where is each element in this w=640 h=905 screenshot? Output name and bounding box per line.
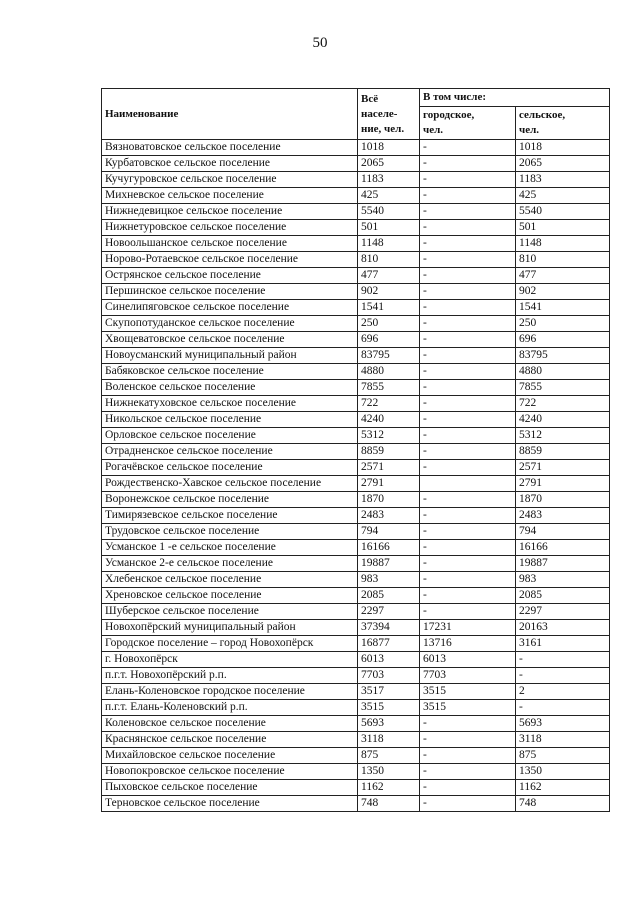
- cell-name: Пыховское сельское поселение: [102, 780, 358, 796]
- cell-urban: 6013: [420, 652, 516, 668]
- cell-name: Курбатовское сельское поселение: [102, 156, 358, 172]
- cell-total: 748: [358, 796, 420, 812]
- cell-rural: 3161: [516, 636, 610, 652]
- cell-urban: -: [420, 508, 516, 524]
- cell-urban: 13716: [420, 636, 516, 652]
- cell-urban: -: [420, 316, 516, 332]
- table-row: [102, 332, 610, 348]
- table-row: [102, 604, 610, 620]
- cell-rural: 7855: [516, 380, 610, 396]
- cell-total: 3517: [358, 684, 420, 700]
- cell-total: 3515: [358, 700, 420, 716]
- table-row: [102, 172, 610, 188]
- header-total-line2: населе-: [361, 107, 398, 120]
- table-row: [102, 316, 610, 332]
- cell-rural: 2: [516, 684, 610, 700]
- table-row: [102, 364, 610, 380]
- cell-name: Першинское сельское поселение: [102, 284, 358, 300]
- cell-urban: -: [420, 268, 516, 284]
- table-row: [102, 460, 610, 476]
- cell-urban: -: [420, 444, 516, 460]
- cell-name: п.г.т. Новохопёрский р.п.: [102, 668, 358, 684]
- table-header: [102, 89, 610, 140]
- cell-total: 1162: [358, 780, 420, 796]
- table-row: [102, 588, 610, 604]
- cell-rural: 4240: [516, 412, 610, 428]
- table-row: [102, 396, 610, 412]
- cell-name: Новопокровское сельское поселение: [102, 764, 358, 780]
- table-row: [102, 524, 610, 540]
- cell-rural: 3118: [516, 732, 610, 748]
- table-row: [102, 764, 610, 780]
- table-row: [102, 700, 610, 716]
- cell-urban: -: [420, 796, 516, 812]
- cell-name: Хреновское сельское поселение: [102, 588, 358, 604]
- cell-rural: 5693: [516, 716, 610, 732]
- page-number: 50: [312, 35, 328, 51]
- table-row: [102, 732, 610, 748]
- header-total-line1: Всё: [361, 92, 379, 105]
- cell-rural: 1162: [516, 780, 610, 796]
- cell-rural: 501: [516, 220, 610, 236]
- cell-urban: -: [420, 732, 516, 748]
- cell-urban: -: [420, 556, 516, 572]
- table-row: [102, 252, 610, 268]
- cell-urban: -: [420, 188, 516, 204]
- cell-name: Нижнекатуховское сельское поселение: [102, 396, 358, 412]
- cell-rural: 1350: [516, 764, 610, 780]
- cell-name: Шуберское сельское поселение: [102, 604, 358, 620]
- cell-urban: -: [420, 236, 516, 252]
- cell-name: Острянское сельское поселение: [102, 268, 358, 284]
- cell-name: Михневское сельское поселение: [102, 188, 358, 204]
- cell-total: 250: [358, 316, 420, 332]
- table-row: [102, 444, 610, 460]
- cell-name: Нижнедевицкое сельское поселение: [102, 204, 358, 220]
- table-row: [102, 668, 610, 684]
- cell-name: Усманское 2-е сельское поселение: [102, 556, 358, 572]
- table-row: [102, 716, 610, 732]
- cell-rural: 16166: [516, 540, 610, 556]
- table-row: [102, 684, 610, 700]
- cell-urban: -: [420, 780, 516, 796]
- cell-total: 983: [358, 572, 420, 588]
- cell-urban: -: [420, 748, 516, 764]
- table-row: [102, 236, 610, 252]
- table-row: [102, 140, 610, 156]
- header-rural-line1: сельское,: [519, 109, 566, 121]
- table-row: [102, 380, 610, 396]
- cell-name: Орловское сельское поселение: [102, 428, 358, 444]
- header-rural-line2: чел.: [519, 124, 540, 136]
- cell-urban: -: [420, 284, 516, 300]
- table-row: [102, 780, 610, 796]
- cell-name: Коленовское сельское поселение: [102, 716, 358, 732]
- cell-name: г. Новохопёрск: [102, 652, 358, 668]
- cell-urban: 7703: [420, 668, 516, 684]
- cell-name: п.г.т. Елань-Коленовский р.п.: [102, 700, 358, 716]
- cell-total: 696: [358, 332, 420, 348]
- cell-urban: -: [420, 364, 516, 380]
- cell-total: 4880: [358, 364, 420, 380]
- table-row: [102, 412, 610, 428]
- cell-name: Рогачёвское сельское поселение: [102, 460, 358, 476]
- cell-total: 3118: [358, 732, 420, 748]
- cell-rural: 2297: [516, 604, 610, 620]
- cell-name: Норово-Ротаевское сельское поселение: [102, 252, 358, 268]
- header-total: [358, 89, 420, 140]
- table-row: [102, 268, 610, 284]
- cell-name: Новоольшанское сельское поселение: [102, 236, 358, 252]
- cell-rural: 83795: [516, 348, 610, 364]
- cell-rural: 2065: [516, 156, 610, 172]
- header-rural: [516, 107, 610, 140]
- cell-urban: -: [420, 204, 516, 220]
- cell-total: 1183: [358, 172, 420, 188]
- cell-total: 1541: [358, 300, 420, 316]
- table-row: [102, 220, 610, 236]
- cell-urban: -: [420, 412, 516, 428]
- cell-urban: -: [420, 588, 516, 604]
- table-row: [102, 796, 610, 812]
- cell-total: 501: [358, 220, 420, 236]
- table-row: [102, 204, 610, 220]
- cell-rural: 875: [516, 748, 610, 764]
- cell-urban: -: [420, 396, 516, 412]
- cell-total: 810: [358, 252, 420, 268]
- cell-total: 19887: [358, 556, 420, 572]
- header-urban-line1: городское,: [423, 109, 475, 121]
- cell-total: 7703: [358, 668, 420, 684]
- table-row: [102, 620, 610, 636]
- cell-name: Бабяковское сельское поселение: [102, 364, 358, 380]
- cell-urban: -: [420, 492, 516, 508]
- cell-rural: 983: [516, 572, 610, 588]
- cell-total: 16166: [358, 540, 420, 556]
- cell-total: 2085: [358, 588, 420, 604]
- table-row: [102, 348, 610, 364]
- header-urban: [420, 107, 516, 140]
- header-urban-line2: чел.: [423, 124, 444, 136]
- cell-rural: 19887: [516, 556, 610, 572]
- cell-rural: 2085: [516, 588, 610, 604]
- cell-urban: -: [420, 156, 516, 172]
- cell-urban: -: [420, 252, 516, 268]
- cell-total: 2297: [358, 604, 420, 620]
- cell-rural: 5312: [516, 428, 610, 444]
- table-row: [102, 652, 610, 668]
- cell-rural: -: [516, 668, 610, 684]
- cell-rural: 5540: [516, 204, 610, 220]
- table-row: [102, 476, 610, 492]
- cell-name: Новоусманский муниципальный район: [102, 348, 358, 364]
- cell-urban: 17231: [420, 620, 516, 636]
- cell-urban: -: [420, 540, 516, 556]
- cell-total: 425: [358, 188, 420, 204]
- cell-rural: 1541: [516, 300, 610, 316]
- cell-name: Воронежское сельское поселение: [102, 492, 358, 508]
- cell-urban: -: [420, 604, 516, 620]
- table-row: [102, 572, 610, 588]
- cell-name: Тимирязевское сельское поселение: [102, 508, 358, 524]
- cell-urban: -: [420, 572, 516, 588]
- cell-total: 2065: [358, 156, 420, 172]
- table-row: [102, 156, 610, 172]
- table-row: [102, 428, 610, 444]
- cell-rural: 2571: [516, 460, 610, 476]
- cell-total: 722: [358, 396, 420, 412]
- cell-rural: 902: [516, 284, 610, 300]
- cell-rural: 8859: [516, 444, 610, 460]
- cell-rural: 722: [516, 396, 610, 412]
- table-row: [102, 284, 610, 300]
- cell-urban: -: [420, 140, 516, 156]
- cell-name: Терновское сельское поселение: [102, 796, 358, 812]
- cell-total: 5693: [358, 716, 420, 732]
- cell-rural: 696: [516, 332, 610, 348]
- table-row: [102, 556, 610, 572]
- cell-name: Трудовское сельское поселение: [102, 524, 358, 540]
- cell-name: Рождественско-Хавское сельское поселение: [102, 476, 358, 492]
- table-row: [102, 508, 610, 524]
- cell-total: 875: [358, 748, 420, 764]
- cell-rural: 810: [516, 252, 610, 268]
- cell-name: Нижнетуровское сельское поселение: [102, 220, 358, 236]
- cell-urban: -: [420, 300, 516, 316]
- cell-urban: [420, 476, 516, 492]
- cell-name: Кучугуровское сельское поселение: [102, 172, 358, 188]
- table-row: [102, 636, 610, 652]
- cell-total: 902: [358, 284, 420, 300]
- cell-name: Воленское сельское поселение: [102, 380, 358, 396]
- cell-name: Хлебенское сельское поселение: [102, 572, 358, 588]
- cell-total: 6013: [358, 652, 420, 668]
- cell-rural: 1018: [516, 140, 610, 156]
- cell-total: 5312: [358, 428, 420, 444]
- cell-rural: 4880: [516, 364, 610, 380]
- cell-name: Никольское сельское поселение: [102, 412, 358, 428]
- cell-urban: -: [420, 172, 516, 188]
- table-row: [102, 748, 610, 764]
- cell-name: Новохопёрский муниципальный район: [102, 620, 358, 636]
- table-row: [102, 492, 610, 508]
- cell-total: 1350: [358, 764, 420, 780]
- cell-rural: 1148: [516, 236, 610, 252]
- table-body: [102, 140, 610, 812]
- population-table: [101, 88, 610, 812]
- cell-rural: 1870: [516, 492, 610, 508]
- cell-total: 83795: [358, 348, 420, 364]
- cell-urban: -: [420, 380, 516, 396]
- cell-total: 1018: [358, 140, 420, 156]
- cell-rural: -: [516, 652, 610, 668]
- cell-rural: 250: [516, 316, 610, 332]
- cell-urban: -: [420, 716, 516, 732]
- cell-rural: -: [516, 700, 610, 716]
- header-including: В том числе:: [420, 89, 610, 107]
- cell-urban: -: [420, 428, 516, 444]
- table-row: [102, 300, 610, 316]
- header-name: Наименование: [102, 89, 358, 140]
- table-row: [102, 540, 610, 556]
- cell-rural: 1183: [516, 172, 610, 188]
- cell-total: 477: [358, 268, 420, 284]
- cell-name: Отрадненское сельское поселение: [102, 444, 358, 460]
- cell-total: 2571: [358, 460, 420, 476]
- cell-total: 2483: [358, 508, 420, 524]
- cell-rural: 425: [516, 188, 610, 204]
- cell-urban: -: [420, 524, 516, 540]
- table-row: [102, 188, 610, 204]
- cell-urban: -: [420, 348, 516, 364]
- cell-total: 5540: [358, 204, 420, 220]
- cell-total: 7855: [358, 380, 420, 396]
- cell-name: Хвощеватовское сельское поселение: [102, 332, 358, 348]
- cell-urban: 3515: [420, 700, 516, 716]
- cell-urban: -: [420, 332, 516, 348]
- header-total-line3: ние, чел.: [361, 122, 405, 135]
- cell-name: Елань-Коленовское городское поселение: [102, 684, 358, 700]
- cell-total: 794: [358, 524, 420, 540]
- cell-urban: -: [420, 220, 516, 236]
- cell-name: Краснянское сельское поселение: [102, 732, 358, 748]
- cell-rural: 2483: [516, 508, 610, 524]
- cell-name: Вязноватовское сельское поселение: [102, 140, 358, 156]
- cell-total: 4240: [358, 412, 420, 428]
- cell-urban: -: [420, 460, 516, 476]
- cell-rural: 477: [516, 268, 610, 284]
- cell-rural: 794: [516, 524, 610, 540]
- cell-total: 8859: [358, 444, 420, 460]
- cell-urban: -: [420, 764, 516, 780]
- cell-rural: 748: [516, 796, 610, 812]
- cell-name: Усманское 1 -е сельское поселение: [102, 540, 358, 556]
- cell-name: Михайловское сельское поселение: [102, 748, 358, 764]
- cell-total: 1870: [358, 492, 420, 508]
- cell-name: Городское поселение – город Новохопёрск: [102, 636, 358, 652]
- cell-total: 37394: [358, 620, 420, 636]
- cell-total: 1148: [358, 236, 420, 252]
- cell-urban: 3515: [420, 684, 516, 700]
- cell-total: 2791: [358, 476, 420, 492]
- cell-total: 16877: [358, 636, 420, 652]
- cell-rural: 2791: [516, 476, 610, 492]
- cell-rural: 20163: [516, 620, 610, 636]
- cell-name: Синелипяговское сельское поселение: [102, 300, 358, 316]
- cell-name: Скупопотуданское сельское поселение: [102, 316, 358, 332]
